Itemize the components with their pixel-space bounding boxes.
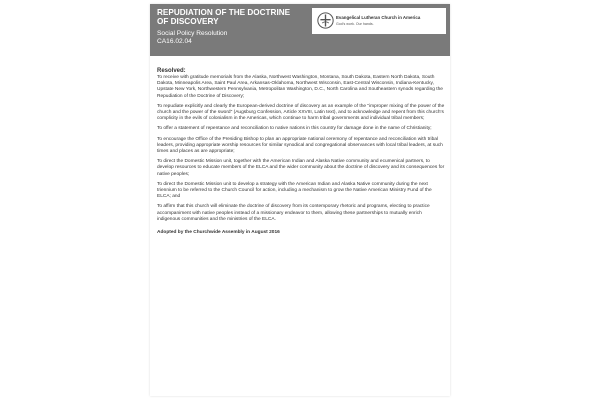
subtitle-line: Social Policy Resolution [157, 30, 228, 37]
title-line: OF DISCOVERY [157, 17, 219, 26]
document-body [157, 68, 445, 236]
resolution-paragraph: To direct the Domestic Mission unit, together with the American Indian and Alaska Native community and ecumenical partners, to develop resources to educate members of the ELCA and the wider community about the doctrine of discovery and its consequences for native peoples; [157, 159, 445, 177]
resolution-paragraph: To encourage the Office of the Presiding Bishop to plan an appropriate national ceremony of repentance and reconciliation with tribal leaders, providing appropriate worship resources for similar synodical and congregational observances with local tribal leaders, at such times and places as are appropriate; [157, 136, 443, 155]
document-subtitle [157, 30, 227, 46]
resolved-heading: Resolved: [157, 68, 186, 74]
resolution-paragraph: To offer a statement of repentance and reconciliation to native nations in this country for damage done in the name of Christianity; [157, 126, 432, 132]
resolution-paragraph: To repudiate explicitly and clearly the European-derived doctrine of discovery as an example of the "improper mixing of the power of the church and the power of the sword" (Augsburg Confession, Article XXVIII, Latin text), and to acknowledge and repent from this church's complicity in the evils of colonialism in the Americas, which continue to harm tribal governments and individual tribal members; [157, 103, 445, 122]
resolution-number: CA16.02.04 [157, 38, 192, 45]
title-line: REPUDIATION OF THE DOCTRINE [157, 8, 291, 17]
cross-icon [317, 12, 334, 29]
adoption-note: Adopted by the Churchwide Assembly in August 2016 [157, 230, 280, 236]
logo-name: Evangelical Lutheran Church in America [336, 15, 421, 20]
resolution-paragraph: To receive with gratitude memorials from the Alaska, Northwest Washington, Montana, South Dakota, Eastern North Dakota, South Dakota, Minneapolis Area, Saint Paul Area, Arkansas-Oklahoma, Northwest Wisconsin, East-Central Wisconsin, Indiana-Kentucky, Upstate New York, Northwestern Pennsylvania, Metropolitan Washington, D.C., North Carolina and Southeastern synods regarding the Repudiation of the Doctrine of Discovery; [157, 75, 443, 99]
elca-logo [312, 8, 446, 34]
resolution-paragraph: To affirm that this church will eliminate the doctrine of discovery from its contemporary rhetoric and programs, electing to practice accompaniment with native peoples instead of a missionary endeavor to them, allowing these partnerships to mutually enrich indigenous communities and the ministries of the ELCA. [157, 204, 430, 222]
document-header [150, 4, 450, 56]
logo-tagline: God's work. Our hands. [336, 21, 374, 26]
resolution-paragraph: To direct the Domestic Mission unit to develop a strategy with the American Indian and Alaska Native community during the next triennium to be referred to the Church Council for action, including a mechanism to grow the Native American Ministry Fund of the ELCA; and [157, 181, 432, 200]
document-title [157, 8, 317, 26]
document-page [150, 4, 450, 396]
